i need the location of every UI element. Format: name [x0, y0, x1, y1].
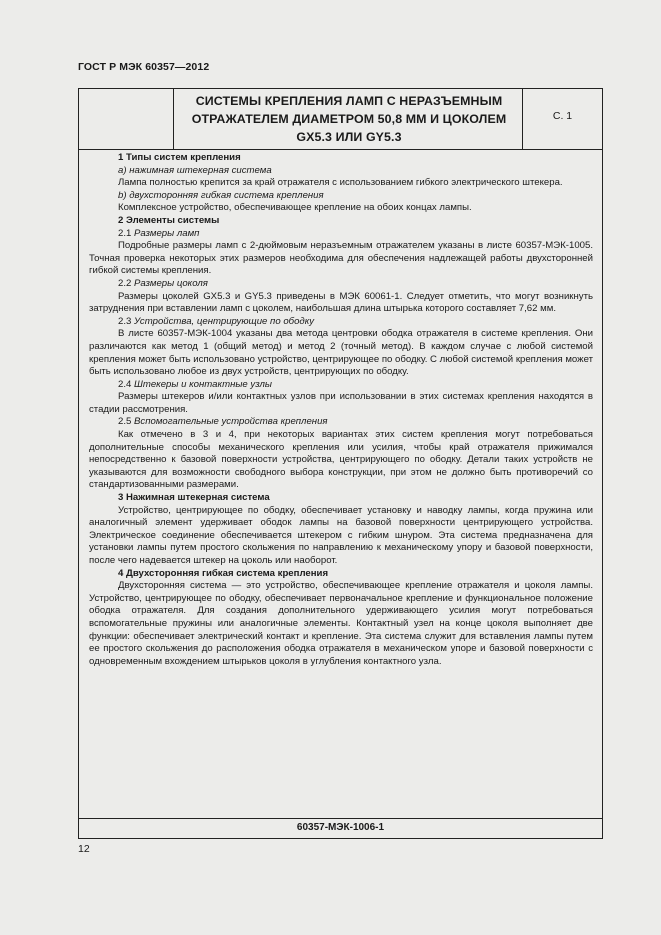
footer-row	[79, 818, 602, 838]
sheet-frame	[78, 88, 603, 839]
section-1-item-b: b) двухсторонняя гибкая система крепления	[118, 189, 324, 201]
subsection-2-5-heading	[89, 416, 593, 429]
sheet-page-label: С. 1	[552, 110, 573, 122]
subsection-2-2-text: Размеры цоколей GX5.3 и GY5.3 приведены в МЭК 60061-1. Следует отметить, что могут возникнуть затруднения при вставлении ламп с цоколем, наибольшая длина штырька которого составляет 7,62 мм.	[89, 290, 593, 315]
sheet-content	[89, 152, 593, 668]
title-line-1: СИСТЕМЫ КРЕПЛЕНИЯ ЛАМП С НЕРАЗЪЕМНЫМ	[195, 94, 503, 108]
subsection-title: Вспомогательные устройства крепления	[134, 416, 328, 428]
subsection-title: Размеры ламп	[134, 227, 200, 239]
section-1-item-b-text: Комплексное устройство, обеспечивающее крепление на обоих концах лампы.	[118, 202, 472, 214]
section-4-text: Двухсторонняя система — это устройство, обеспечивающее крепление отражателя и цоколя лампы. Устройство, центрирующее по ободку, обеспечивает первоначальное крепление и функциональное положение ободка отражателя. Для создания дополнительного удерживающего усилия могут потребоваться вспомогательные пружины или аналогичные элементы. Контактный узел на конце цоколя выполняет две функции: обеспечивает электрический контакт и крепление. Эта система служит для вставления лампы путем ее простого скольжения до расположения ободка отражателя в механическом упоре и базовой поверхности с одновременным вхождением штырьков цоколя в углубления контактного узла.	[89, 580, 593, 667]
subsection-2-5-text: Как отмечено в 3 и 4, при некоторых вариантах этих систем крепления могут потребоваться дополнительные способы механического крепления или усилия, чтобы край отражателя прижимался непосредственно к базовой поверхности устройства, центрирующего по ободку. Детали таких устройств не указываются для возможности свободного выбора конструкции, при этом не должно быть противоречий со стандартизованными размерами.	[89, 429, 593, 491]
subsection-2-2-heading	[89, 278, 593, 291]
subsection-2-3-heading	[89, 316, 593, 329]
section-1-heading: 1 Типы систем крепления	[118, 152, 241, 163]
sheet-id: 60357-МЭК-1006-1	[296, 822, 385, 833]
subsection-title: Штекеры и контактные узлы	[134, 378, 272, 390]
section-1-item-a: a) нажимная штекерная система	[118, 164, 272, 176]
section-3-text: Устройство, центрирующее по ободку, обеспечивает установку и наводку лампы, когда пружина или аналогичный элемент удерживает ободок лампы на базовой поверхности центрирующего устройства. Электрическое соединение обеспечивается штекером с гибким шнуром. Эта система предназначена для установки лампы путем простого скольжения по направлению к механическому упору и базовой поверхности, после чего надевается штекер на цоколь или наоборот.	[89, 504, 593, 566]
section-1-item-a-text: Лампа полностью крепится за край отражателя с использованием гибкого электрического штекера.	[118, 177, 563, 189]
title-line-2: ОТРАЖАТЕЛЕМ ДИАМЕТРОМ 50,8 ММ И ЦОКОЛЕМ	[191, 112, 507, 126]
title-right-cell	[522, 89, 602, 149]
subsection-2-4-heading	[89, 379, 593, 392]
subsection-number: 2.3	[118, 315, 135, 327]
section-2-heading: 2 Элементы системы	[118, 214, 220, 226]
subsection-2-1-text: Подробные размеры ламп с 2-дюймовым неразъемным отражателем указаны в листе 60357-МЭК-1005. Точная проверка некоторых этих размеров необходима для обеспечения надлежащей работы двухсторонней гибкой системы крепления.	[89, 240, 593, 277]
subsection-2-1-heading	[89, 228, 593, 241]
subsection-2-3-text: В листе 60357-МЭК-1004 указаны два метода центровки ободка отражателя в системе крепления. Они различаются как метод 1 (общий метод) и метод 2 (точный метод). В каждом случае с любой системой крепления может быть использовано устройство, центрирующее по ободку. С любой системой крепления может быть использовано любое из двух устройств, центрирующих по ободку.	[89, 328, 593, 378]
section-4-heading: 4 Двухсторонняя гибкая система крепления	[118, 567, 329, 579]
subsection-number: 2.2	[118, 277, 135, 289]
subsection-number: 2.5	[118, 416, 135, 428]
subsection-number: 2.1	[118, 227, 135, 239]
sheet-title	[174, 92, 524, 146]
page-number: 12	[78, 843, 90, 855]
title-line-3: GX5.3 ИЛИ GY5.3	[296, 130, 402, 144]
subsection-number: 2.4	[118, 378, 135, 390]
title-left-cell	[79, 89, 174, 149]
subsection-title: Устройства, центрирующие по ободку	[134, 315, 315, 327]
title-row	[79, 89, 602, 150]
subsection-title: Размеры цоколя	[134, 277, 208, 289]
subsection-2-4-text: Размеры штекеров и/или контактных узлов при использовании в этих системах крепления находятся в стадии рассмотрения.	[89, 391, 593, 415]
standard-header: ГОСТ Р МЭК 60357—2012	[78, 61, 210, 73]
section-3-heading: 3 Нажимная штекерная система	[118, 492, 270, 504]
